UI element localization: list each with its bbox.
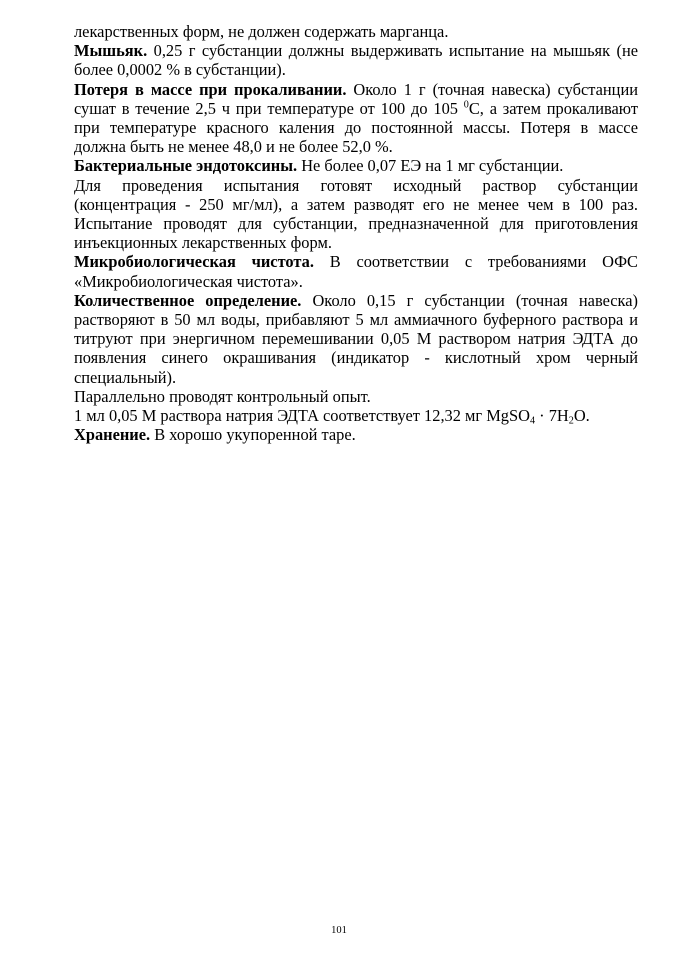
paragraph-control-experiment — [74, 387, 638, 406]
section-heading-storage: Хранение. — [74, 425, 151, 445]
formula-part: O. — [573, 406, 590, 426]
paragraph-text: С, а затем прокаливают при температуре красного каления до постоянной массы. Потеря в массе должна быть не менее 48,0 и не более 52,0 %. — [74, 98, 638, 157]
paragraph-text: Не более 0,07 ЕЭ на 1 мг субстанции. — [297, 156, 564, 176]
paragraph-titration-equivalence — [74, 406, 638, 425]
paragraph-text: В хорошо укупоренной таре. — [150, 425, 356, 445]
paragraph-bacterial-endotoxins — [74, 156, 638, 175]
page-number: 101 — [331, 925, 347, 936]
formula-part: · — [535, 406, 549, 426]
paragraph-text: 0,25 г субстанции должны выдерживать испытание на мышьяк (не более 0,0002 % в субстанции). — [74, 41, 638, 80]
section-heading-arsenic: Мышьяк. — [74, 41, 148, 61]
degree-superscript: 0 — [463, 99, 469, 111]
paragraph-microbiological-purity — [74, 252, 638, 290]
body-text — [74, 22, 638, 444]
section-heading-loss-on-ignition: Потеря в массе при прокаливании. — [74, 79, 347, 99]
paragraph-loss-on-ignition — [74, 80, 638, 157]
paragraph-manganese-continuation — [74, 22, 638, 41]
paragraph-storage — [74, 425, 638, 444]
paragraph-text: 1 мл 0,05 М раствора натрия ЭДТА соответствует 12,32 мг — [74, 406, 487, 426]
section-heading-assay: Количественное определение. — [74, 290, 302, 310]
paragraph-text: Для проведения испытания готовят исходный раствор субстанции (концентрация - 250 мг/мл), а затем разводят его не менее чем в 100 раз. Испытание проводят для субстанции, предназначенной для приготовления инъекционных лекарственных форм. — [74, 175, 638, 253]
formula-subscript: 4 — [529, 415, 536, 427]
formula-part: 7H — [548, 406, 569, 426]
formula-part: MgSO — [486, 406, 530, 426]
formula-magnesium-sulfate — [486, 406, 590, 425]
paragraph-text: Около 1 г (точная навеска) субстанции сушат в течение 2,5 ч при температуре от 100 до 105 — [74, 79, 638, 118]
paragraph-assay — [74, 291, 638, 387]
paragraph-arsenic — [74, 41, 638, 79]
paragraph-text: В соответствии с требованиями ОФС «Микробиологическая чистота». — [74, 252, 638, 291]
section-heading-bacterial-endotoxins: Бактериальные эндотоксины. — [74, 156, 298, 176]
paragraph-text: Около 0,15 г субстанции (точная навеска) растворяют в 50 мл воды, прибавляют 5 мл аммиачного буферного раствора и титруют при энергичном перемешивании 0,05 М раствором натрия ЭДТА до появления синего окрашивания (индикатор - кислотный хром черный специальный). — [74, 290, 638, 387]
formula-subscript: 2 — [568, 415, 574, 427]
paragraph-text: лекарственных форм, не должен содержать марганца. — [74, 22, 449, 41]
section-heading-microbiological-purity: Микробиологическая чистота. — [74, 252, 314, 272]
paragraph-text: Параллельно проводят контрольный опыт. — [74, 386, 371, 406]
paragraph-endotoxin-test-procedure — [74, 176, 638, 253]
